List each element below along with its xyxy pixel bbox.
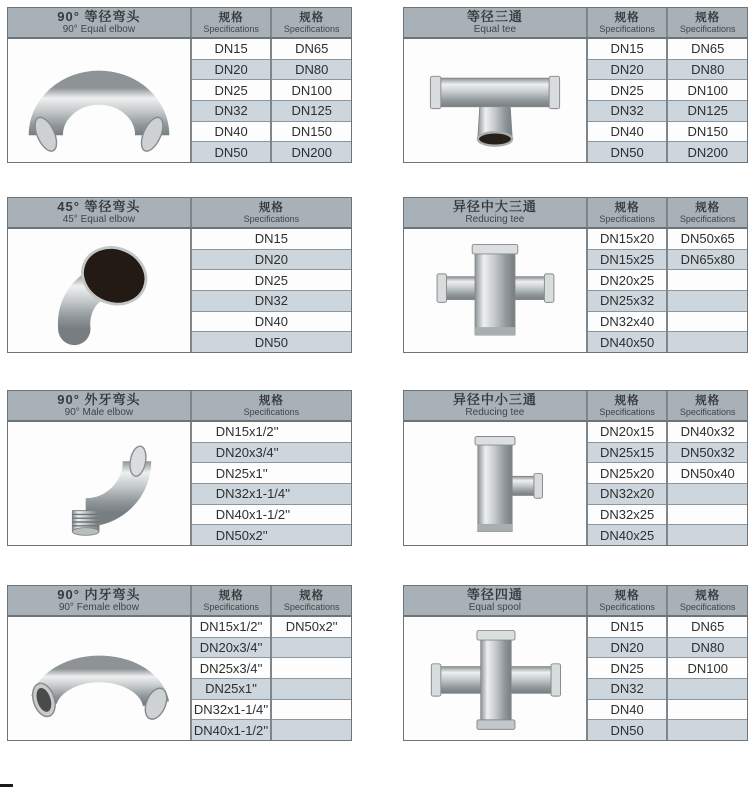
spec-value: DN50x32 (668, 443, 747, 464)
spec-value: DN32 (588, 101, 667, 122)
product-title-zh: 等径三通 (466, 9, 523, 24)
spec-header-2 (270, 8, 351, 37)
spec-header-en: Specifications (243, 406, 300, 417)
spec-column-2 (666, 617, 747, 740)
spec-value: DN32x20 (588, 484, 667, 505)
section-header (404, 586, 747, 617)
section-header (404, 391, 747, 422)
spec-value: DN20 (192, 250, 351, 271)
spec-value: DN40x1-1/2'' (192, 505, 351, 526)
spec-value: DN25 (588, 80, 667, 101)
product-title (8, 8, 190, 37)
product-title (404, 586, 586, 615)
spec-value: DN25 (588, 658, 667, 679)
spec-column-1 (190, 617, 271, 740)
section-reducing-tee-large (403, 197, 748, 353)
section-equal-elbow-45 (7, 197, 352, 353)
product-title-zh: 90° 内牙弯头 (57, 587, 141, 602)
spec-column-1 (190, 229, 351, 352)
spec-header-2 (666, 198, 747, 227)
spec-value: DN15 (588, 39, 667, 60)
spec-header-zh: 规格 (695, 201, 721, 214)
spec-header-2 (666, 391, 747, 420)
spec-value: DN32x1-1/4'' (192, 484, 351, 505)
spec-header-1 (586, 198, 667, 227)
spec-header-zh: 规格 (258, 394, 284, 407)
spec-value: DN32x25 (588, 505, 667, 526)
spec-header-2 (666, 586, 747, 615)
spec-value: DN25x15 (588, 443, 667, 464)
spec-header-2 (270, 586, 351, 615)
spec-value (272, 700, 351, 721)
product-photo-cell (404, 422, 586, 545)
spec-value (668, 720, 747, 740)
spec-value: DN100 (272, 80, 351, 101)
spec-header-en: Specifications (283, 601, 340, 612)
spec-header-1 (586, 586, 667, 615)
spec-value: DN40x25 (588, 525, 667, 545)
product-title-zh: 90° 外牙弯头 (57, 392, 141, 407)
product-photo-cell (8, 617, 190, 740)
spec-value: DN125 (668, 101, 747, 122)
product-title (404, 8, 586, 37)
product-title-zh: 异径中小三通 (452, 392, 537, 407)
spec-header-zh: 规格 (299, 11, 325, 24)
spec-value: DN32 (192, 291, 351, 312)
product-title-en: Equal tee (473, 24, 517, 35)
spec-value: DN20x15 (588, 422, 667, 443)
spec-value (668, 679, 747, 700)
spec-header-en: Specifications (679, 601, 736, 612)
spec-header-zh: 规格 (614, 394, 640, 407)
spec-value: DN50 (192, 332, 351, 352)
male-elbow-90-photo (13, 427, 185, 541)
spec-value: DN200 (668, 142, 747, 162)
spec-value: DN40 (588, 122, 667, 143)
spec-value: DN25 (192, 270, 351, 291)
spec-column-2 (666, 229, 747, 352)
spec-header-en: Specifications (599, 213, 655, 224)
spec-value: DN40 (192, 312, 351, 333)
spec-value: DN50x40 (668, 463, 747, 484)
spec-value: DN15x25 (588, 250, 667, 271)
spec-value: DN15 (588, 617, 667, 638)
spec-header-en: Specifications (203, 601, 259, 612)
spec-value: DN65 (272, 39, 351, 60)
spec-value: DN32x40 (588, 312, 667, 333)
spec-value: DN50x65 (668, 229, 747, 250)
section-header (404, 8, 747, 39)
product-title-en: 90° Female elbow (58, 602, 139, 613)
spec-column-1 (586, 617, 667, 740)
product-title-en: Equal spool (468, 602, 522, 613)
spec-column-2 (270, 617, 351, 740)
page-corner-mark (0, 784, 13, 787)
spec-value (668, 332, 747, 352)
spec-value: DN15x1/2'' (192, 422, 351, 443)
spec-value: DN32 (192, 101, 271, 122)
reducing-tee-small-photo (409, 427, 581, 541)
section-reducing-tee-small (403, 390, 748, 546)
spec-value: DN65 (668, 39, 747, 60)
spec-value (668, 525, 747, 545)
product-title (404, 198, 586, 227)
spec-header-1 (190, 586, 271, 615)
spec-value: DN200 (272, 142, 351, 162)
spec-value: DN25x3/4'' (192, 658, 271, 679)
spec-value: DN15 (192, 39, 271, 60)
spec-value: DN150 (272, 122, 351, 143)
product-title (8, 391, 190, 420)
equal-elbow-90-photo (13, 44, 185, 158)
spec-value: DN20x3/4'' (192, 638, 271, 659)
section-female-elbow-90 (7, 585, 352, 741)
spec-value: DN65 (668, 617, 747, 638)
spec-value: DN50 (588, 142, 667, 162)
spec-header-en: Specifications (283, 23, 340, 34)
spec-value: DN40 (588, 700, 667, 721)
product-title-zh: 45° 等径弯头 (57, 199, 141, 214)
spec-header-1 (586, 8, 667, 37)
spec-value: DN100 (668, 658, 747, 679)
spec-value (668, 291, 747, 312)
section-male-elbow-90 (7, 390, 352, 546)
product-title (8, 198, 190, 227)
spec-value: DN32x1-1/4'' (192, 700, 271, 721)
equal-elbow-45-photo (13, 234, 185, 348)
spec-value (272, 720, 351, 740)
spec-value: DN50x2'' (272, 617, 351, 638)
spec-value (272, 679, 351, 700)
product-title-zh: 等径四通 (466, 587, 523, 602)
spec-header-1 (190, 391, 351, 420)
section-header (8, 391, 351, 422)
spec-value (668, 505, 747, 526)
equal-spool-cross-photo (409, 622, 581, 736)
spec-value: DN25x32 (588, 291, 667, 312)
product-title (8, 586, 190, 615)
spec-value: DN20x25 (588, 270, 667, 291)
spec-header-zh: 规格 (614, 201, 640, 214)
spec-header-en: Specifications (203, 23, 259, 34)
spec-value: DN15 (192, 229, 351, 250)
spec-header-en: Specifications (679, 213, 736, 224)
spec-value: DN50 (588, 720, 667, 740)
section-equal-elbow-90 (7, 7, 352, 163)
spec-header-zh: 规格 (695, 11, 721, 24)
spec-header-en: Specifications (243, 213, 300, 224)
section-header (8, 198, 351, 229)
spec-value: DN100 (668, 80, 747, 101)
product-title-zh: 异径中大三通 (452, 199, 537, 214)
spec-header-1 (190, 8, 271, 37)
spec-value (668, 484, 747, 505)
spec-header-zh: 规格 (695, 394, 721, 407)
product-title (404, 391, 586, 420)
section-header (404, 198, 747, 229)
spec-header-1 (586, 391, 667, 420)
product-photo-cell (8, 229, 190, 352)
product-title-en: Reducing tee (465, 214, 525, 225)
spec-value (272, 638, 351, 659)
product-photo-cell (8, 39, 190, 162)
section-header (8, 586, 351, 617)
spec-value (668, 312, 747, 333)
spec-value: DN50x2'' (192, 525, 351, 545)
spec-header-zh: 规格 (218, 11, 244, 24)
spec-value: DN50 (192, 142, 271, 162)
section-header (8, 8, 351, 39)
spec-value: DN15x1/2'' (192, 617, 271, 638)
equal-tee-photo (409, 44, 581, 158)
spec-header-en: Specifications (599, 406, 655, 417)
spec-value: DN40x1-1/2'' (192, 720, 271, 740)
section-equal-spool (403, 585, 748, 741)
spec-value: DN25x20 (588, 463, 667, 484)
spec-column-2 (270, 39, 351, 162)
product-photo-cell (404, 229, 586, 352)
spec-value: DN20 (588, 638, 667, 659)
product-title-en: 45° Equal elbow (62, 214, 136, 225)
spec-value: DN80 (668, 638, 747, 659)
spec-value: DN150 (668, 122, 747, 143)
spec-header-zh: 规格 (218, 589, 244, 602)
spec-header-1 (190, 198, 351, 227)
spec-column-2 (666, 39, 747, 162)
spec-value: DN65x80 (668, 250, 747, 271)
spec-value: DN125 (272, 101, 351, 122)
spec-value: DN32 (588, 679, 667, 700)
spec-value: DN15x20 (588, 229, 667, 250)
spec-header-en: Specifications (679, 23, 736, 34)
spec-column-1 (586, 39, 667, 162)
spec-header-zh: 规格 (299, 589, 325, 602)
spec-column-1 (190, 39, 271, 162)
product-photo-cell (404, 617, 586, 740)
spec-value: DN40x50 (588, 332, 667, 352)
spec-value: DN20x3/4'' (192, 443, 351, 464)
product-title-zh: 90° 等径弯头 (57, 9, 141, 24)
section-equal-tee (403, 7, 748, 163)
spec-value (668, 270, 747, 291)
product-title-en: 90° Equal elbow (62, 24, 136, 35)
spec-column-1 (190, 422, 351, 545)
spec-value: DN20 (192, 60, 271, 81)
spec-header-zh: 规格 (695, 589, 721, 602)
spec-header-en: Specifications (599, 23, 655, 34)
product-photo-cell (8, 422, 190, 545)
spec-value (668, 700, 747, 721)
spec-value: DN25x1'' (192, 679, 271, 700)
spec-header-2 (666, 8, 747, 37)
reducing-tee-large-photo (409, 234, 581, 348)
product-title-en: Reducing tee (465, 407, 525, 418)
spec-header-zh: 规格 (614, 589, 640, 602)
spec-header-zh: 规格 (258, 201, 284, 214)
product-title-en: 90° Male elbow (64, 407, 134, 418)
female-elbow-90-photo (13, 622, 185, 736)
spec-value: DN80 (668, 60, 747, 81)
product-photo-cell (404, 39, 586, 162)
spec-column-2 (666, 422, 747, 545)
spec-column-1 (586, 422, 667, 545)
spec-header-en: Specifications (599, 601, 655, 612)
spec-value: DN25x1'' (192, 463, 351, 484)
spec-header-en: Specifications (679, 406, 736, 417)
spec-column-1 (586, 229, 667, 352)
spec-value: DN20 (588, 60, 667, 81)
spec-value: DN40 (192, 122, 271, 143)
spec-value: DN25 (192, 80, 271, 101)
spec-value: DN80 (272, 60, 351, 81)
spec-header-zh: 规格 (614, 11, 640, 24)
spec-value: DN40x32 (668, 422, 747, 443)
spec-value (272, 658, 351, 679)
